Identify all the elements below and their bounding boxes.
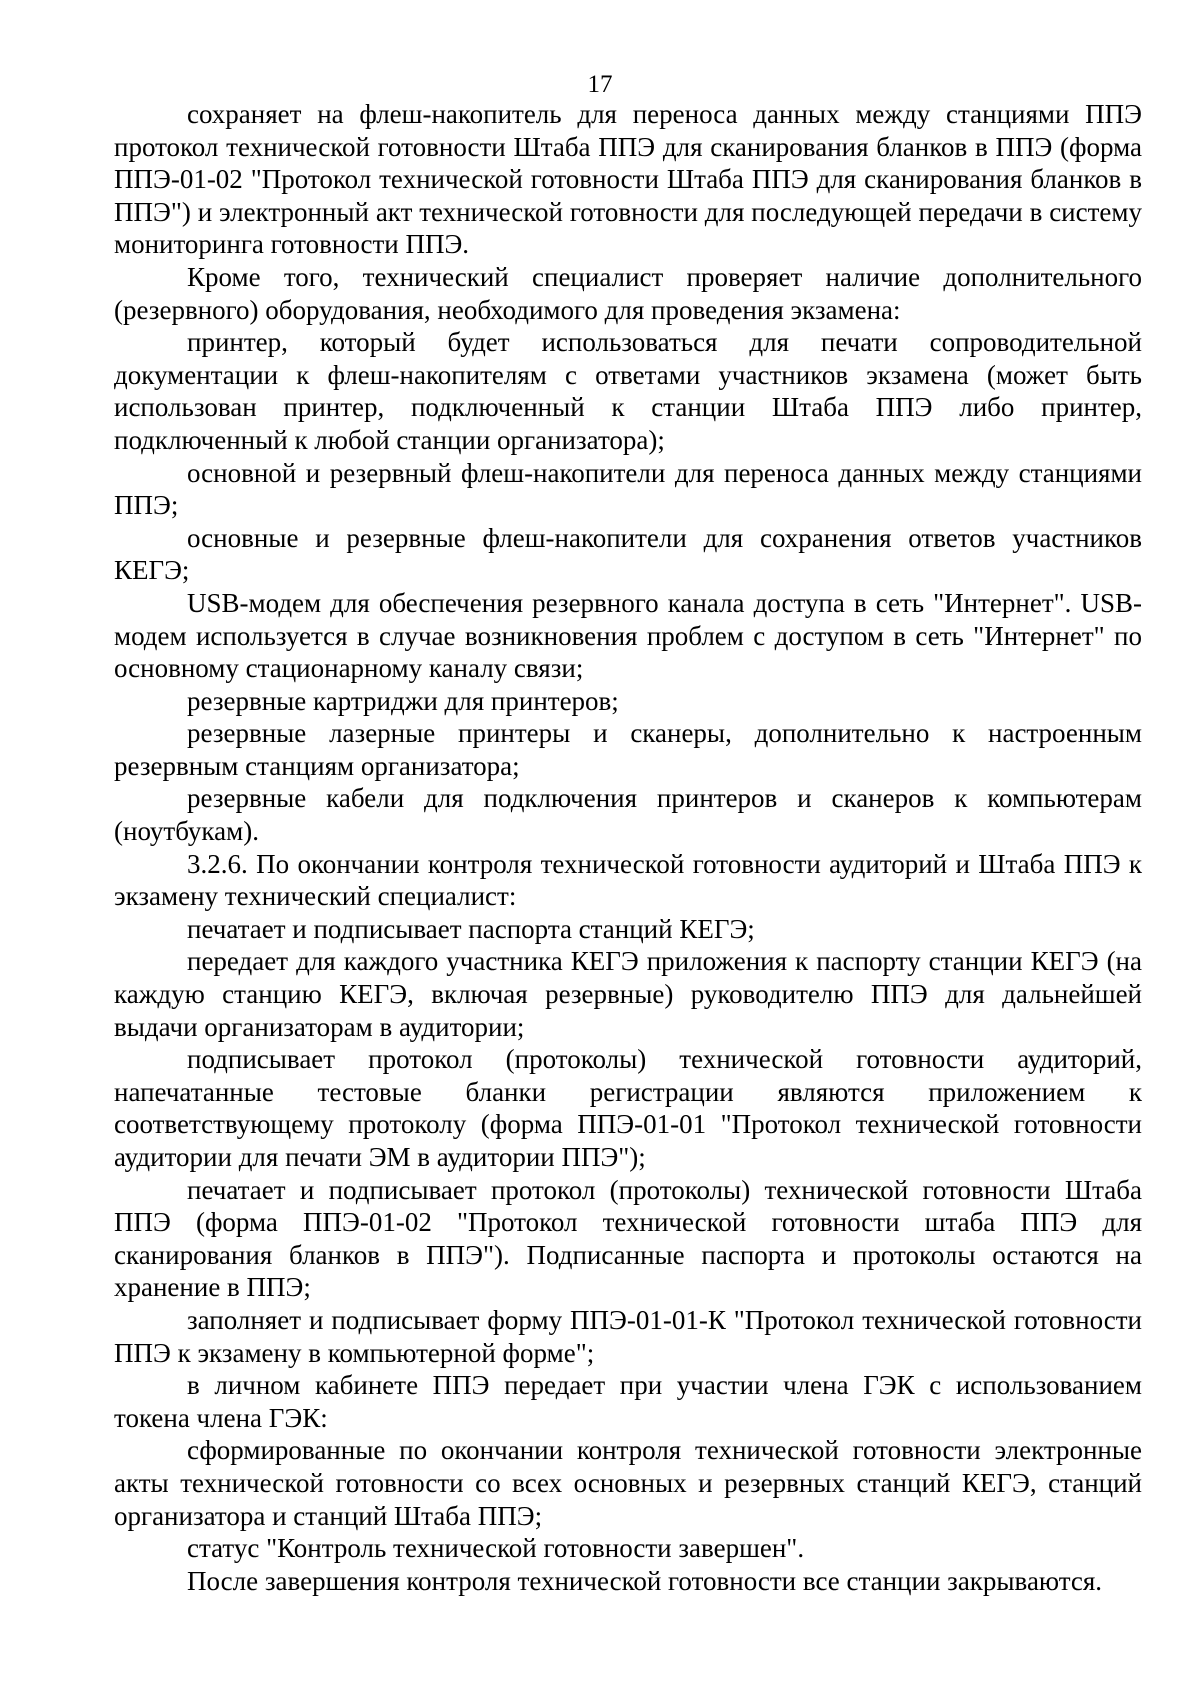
paragraph: статус "Контроль технической готовности завершен".	[187, 1533, 805, 1564]
paragraph: подписывает протокол (протоколы) технической готовности аудиторий, напечатанные тестовые бланки регистрации являются приложением к соответствующему протоколу (форма ППЭ-01-01 "Протокол технической готовности аудитории для печати ЭМ в аудитории ППЭ");	[114, 1044, 1142, 1172]
paragraph: в личном кабинете ППЭ передает при участии члена ГЭК с использованием токена члена ГЭК:	[114, 1370, 1142, 1433]
page-number: 17	[587, 71, 613, 98]
paragraph: принтер, который будет использоваться для печати сопроводительной документации к флеш-накопителям с ответами участников экзамена (может быть использован принтер, подключенный к станции Штаба ППЭ либо принтер, подключенный к любой станции организатора);	[114, 327, 1142, 455]
paragraph: основной и резервный флеш-накопители для переноса данных между станциями ППЭ;	[114, 457, 1142, 521]
paragraph: сформированные по окончании контроля технической готовности электронные акты технической готовности со всех основных и резервных станций КЕГЭ, станций организатора и станций Штаба ППЭ;	[114, 1435, 1142, 1531]
paragraph: USB-модем для обеспечения резервного канала доступа в сеть "Интернет". USB-модем используется в случае возникновения проблем с доступом в сеть "Интернет" по основному стационарному каналу связи;	[114, 587, 1142, 684]
paragraph: заполняет и подписывает форму ППЭ-01-01-К "Протокол технической готовности ППЭ к экзамену в компьютерной форме";	[114, 1304, 1142, 1368]
paragraph: передает для каждого участника КЕГЭ приложения к паспорту станции КЕГЭ (на каждую станцию КЕГЭ, включая резервные) руководителю ППЭ для дальнейшей выдачи организаторам в аудитории;	[114, 946, 1142, 1042]
section-paragraph: 3.2.6. По окончании контроля технической готовности аудиторий и Штаба ППЭ к экзамену технический специалист:	[114, 848, 1142, 912]
document-body	[114, 98, 1142, 1597]
paragraph: После завершения контроля технической готовности все станции закрываются.	[187, 1565, 1103, 1596]
paragraph: основные и резервные флеш-накопители для сохранения ответов участников КЕГЭ;	[114, 522, 1142, 586]
paragraph: печатает и подписывает паспорта станций КЕГЭ;	[187, 913, 755, 944]
paragraph: резервные картриджи для принтеров;	[187, 685, 619, 716]
paragraph: резервные лазерные принтеры и сканеры, дополнительно к настроенным резервным станциям организатора;	[114, 718, 1142, 781]
paragraph: резервные кабели для подключения принтеров и сканеров к компьютерам (ноутбукам).	[114, 783, 1142, 847]
paragraph: сохраняет на флеш-накопитель для переноса данных между станциями ППЭ протокол технической готовности Штаба ППЭ для сканирования бланков в ППЭ (форма ППЭ-01-02 "Протокол технической готовности Штаба ППЭ для сканирования бланков в ППЭ") и электронный акт технической готовности для последующей передачи в систему мониторинга готовности ППЭ.	[114, 99, 1142, 260]
paragraph: Кроме того, технический специалист проверяет наличие дополнительного (резервного) оборудования, необходимого для проведения экзамена:	[114, 261, 1142, 325]
paragraph: печатает и подписывает протокол (протоколы) технической готовности Штаба ППЭ (форма ППЭ-01-02 "Протокол технической готовности штаба ППЭ для сканирования бланков в ППЭ"). Подписанные паспорта и протоколы остаются на хранение в ППЭ;	[114, 1174, 1142, 1303]
